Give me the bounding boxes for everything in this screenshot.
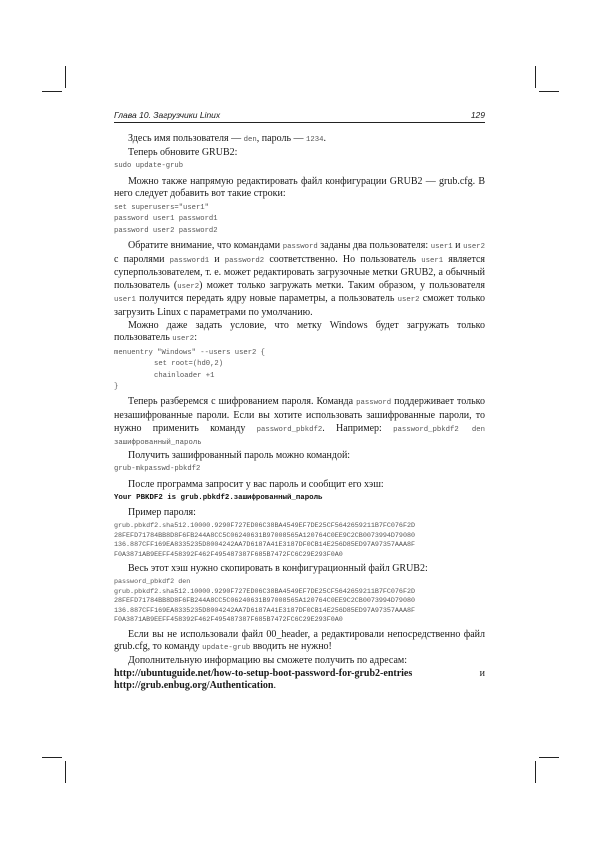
text-run: поддерживает только незашифрованные пароли. Если вы хотите использовать зашифрованные пароли, то нужно применить команду xyxy=(114,396,485,434)
text-run: и xyxy=(412,667,485,679)
code-line: password_pbkdf2 den xyxy=(114,577,191,586)
paragraph xyxy=(114,240,485,320)
inline-code: password2 xyxy=(224,256,265,265)
paragraph xyxy=(114,563,485,576)
paragraph xyxy=(114,668,485,693)
code-block xyxy=(114,161,485,172)
paragraph xyxy=(114,629,485,655)
code-line: } xyxy=(114,382,119,391)
code-line: chainloader +1 xyxy=(154,371,215,380)
code-line: 136.887CFF169EA8335235D8004242AA7D6187A41E3187DF0CB14E256D85ED97A97357AAA8F xyxy=(114,541,415,550)
code-line: 28FEFD71784BB8D8F6FB244A8CC5C06240631B97008565A120764C0EE9C2CB0073994D79080 xyxy=(114,597,415,606)
paragraph xyxy=(114,507,485,520)
text-run: сможет только загрузить Linux с параметрами по умолчанию. xyxy=(114,293,485,318)
code-line: grub-mkpasswd-pbkdf2 xyxy=(114,465,201,474)
inline-code: user2 xyxy=(172,335,195,344)
text-run: и xyxy=(209,253,225,265)
code-line: grub.pbkdf2.sha512.10000.9290F727ED06C38BA4549EF7DE25CF5642659211B7FC076F2D xyxy=(114,521,415,530)
inline-code: user2 xyxy=(397,296,420,305)
code-line: set root=(hd0,2) xyxy=(154,360,224,369)
text-run: Теперь разберемся с шифрованием пароля. Команда xyxy=(128,396,357,408)
text-run: Здесь имя пользователя — xyxy=(128,133,244,144)
code-line: set superusers="user1" xyxy=(114,203,209,212)
paragraph xyxy=(114,176,485,201)
crop-mark xyxy=(42,757,62,758)
text-run: является суперпользователем, т. е. может редактировать загрузочные метки GRUB2, а обычный пользователь ( xyxy=(114,253,485,291)
text-run: соответственно. Но пользователь xyxy=(264,253,422,265)
text-run: получится передать ядру новые параметры, а пользователь xyxy=(135,293,398,305)
text-run: . Например: xyxy=(322,422,394,434)
paragraph xyxy=(114,479,485,492)
inline-code: user1 xyxy=(421,256,444,265)
inline-code: user1 xyxy=(430,243,453,251)
chapter-title: Глава 10. Загрузчики Linux xyxy=(114,110,221,120)
text-run: . xyxy=(273,680,276,692)
hash-block xyxy=(114,522,485,560)
paragraph xyxy=(114,147,485,160)
inline-code: password1 xyxy=(169,256,210,265)
crop-mark xyxy=(539,757,559,758)
text-run: заданы два пользователя: xyxy=(317,240,431,251)
paragraph xyxy=(114,396,485,449)
inline-code: user2 xyxy=(463,243,486,251)
page-body xyxy=(114,133,485,693)
crop-mark xyxy=(65,761,66,783)
code-block xyxy=(114,348,485,394)
text-run: Получить зашифрованный пароль можно командой: xyxy=(128,449,351,461)
text-run: : xyxy=(194,332,197,344)
url-link[interactable]: http://grub.enbug.org/Authentication xyxy=(114,680,274,692)
code-line: Your PBKDF2 is grub.pbkdf2.зашифрованный_пароль xyxy=(114,494,323,503)
code-line: 136.887CFF169EA8335235D8004242AA7D6187A41E3187DF0CB14E256D85ED97A97357AAA8F xyxy=(114,606,415,615)
code-block xyxy=(114,203,485,237)
inline-code: update-grub xyxy=(202,644,251,653)
paragraph xyxy=(114,320,485,346)
text-run: вводить не нужно! xyxy=(250,641,332,653)
text-run: Обратите внимание, что командами xyxy=(128,240,283,251)
text-run: и xyxy=(452,240,464,251)
code-line: password user1 password1 xyxy=(114,215,218,224)
text-run: с паролями xyxy=(114,253,170,265)
code-line: sudo update-grub xyxy=(114,162,184,171)
running-header xyxy=(114,110,485,123)
output-line xyxy=(114,493,485,504)
code-line: menuentry "Windows" --users user2 { xyxy=(114,348,265,357)
code-block xyxy=(114,464,485,475)
code-line: grub.pbkdf2.sha512.10000.9290F727ED06C38BA4549EF7DE25CF5642659211B7FC076F2D xyxy=(114,587,415,596)
text-run: Дополнительную информацию вы сможете получить по адресам: xyxy=(128,655,407,667)
crop-mark xyxy=(65,66,66,88)
paragraph xyxy=(114,133,485,147)
crop-mark xyxy=(535,66,536,88)
inline-code: password xyxy=(356,399,392,408)
crop-mark xyxy=(535,761,536,783)
paragraph xyxy=(114,655,485,668)
inline-code: user2 xyxy=(177,282,200,291)
code-line: password user2 password2 xyxy=(114,226,218,235)
text-run: ) может только загружать метки. Таким образом, у пользователя xyxy=(199,279,485,291)
text-run: Весь этот хэш нужно скопировать в конфигурационный файл GRUB2: xyxy=(128,563,428,575)
page-number: 129 xyxy=(470,110,485,120)
paragraph xyxy=(114,450,485,463)
text-run: Можно даже задать условие, что метку Windows будет загружать только пользователь xyxy=(114,319,485,344)
inline-code: password_pbkdf2 den зашифрованный_пароль xyxy=(114,425,486,448)
inline-code: password_pbkdf2 xyxy=(256,425,323,434)
crop-mark xyxy=(42,91,62,92)
code-line: F0A3871AB9EEFF458392F462F495487387F685B7472FC6C29E293F0A0 xyxy=(114,550,343,559)
inline-code: den xyxy=(243,136,257,144)
text-run: Если вы не использовали файл 00_header, а редактировали непосредственно файл grub.cfg, то команду xyxy=(114,628,485,653)
code-line: 28FEFD71784BB8D8F6FB244A8CC5C06240631B97008565A120764C0EE9C2CB0073994D79080 xyxy=(114,531,415,540)
inline-code: 1234 xyxy=(306,136,324,144)
hash-block xyxy=(114,578,485,626)
url-link[interactable]: http://ubuntuguide.net/how-to-setup-boot-password-for-grub2-entries xyxy=(114,667,413,679)
text-run: После программа запросит у вас пароль и сообщит его хэш: xyxy=(128,478,384,490)
text-run: . xyxy=(323,133,327,144)
code-line: F0A3871AB9EEFF458392F462F495487387F685B7472FC6C29E293F0A0 xyxy=(114,616,343,625)
text-run: Теперь обновите GRUB2: xyxy=(128,146,238,158)
inline-code: password xyxy=(282,243,318,251)
text-run: , пароль — xyxy=(256,133,307,144)
inline-code: user1 xyxy=(114,296,136,305)
text-run: Пример пароля: xyxy=(128,507,196,519)
crop-mark xyxy=(539,91,559,92)
text-run: Можно также напрямую редактировать файл конфигурации GRUB2 — grub.cfg. В него следует добавить вот такие строки: xyxy=(114,175,485,200)
